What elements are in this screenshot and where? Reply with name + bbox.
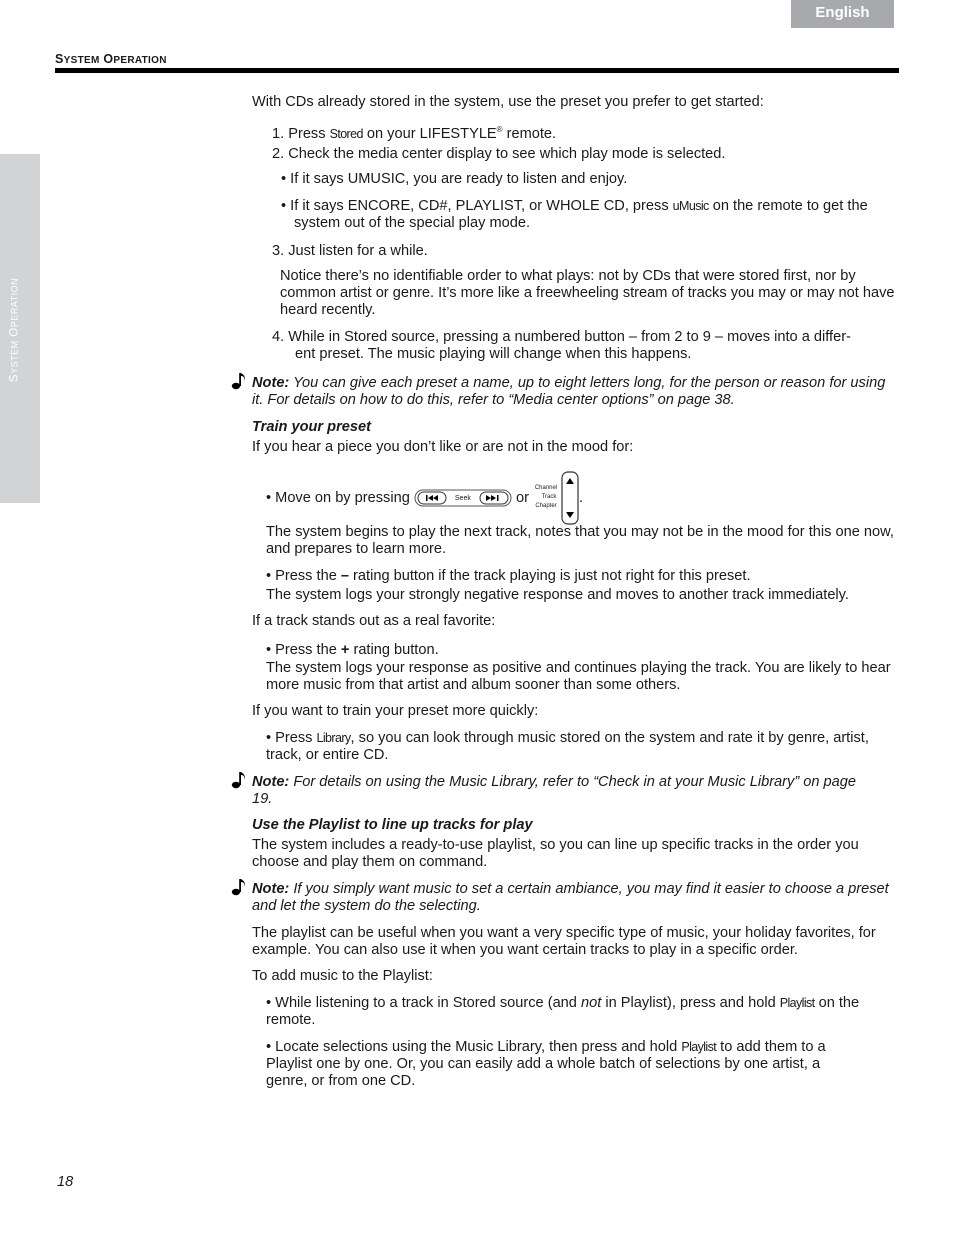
umusic-key: uMusic bbox=[672, 199, 709, 213]
minus-key: – bbox=[340, 568, 349, 584]
favorite-lead: If a track stands out as a real favorite: bbox=[252, 613, 496, 629]
seek-button-icon: Seek bbox=[414, 488, 512, 508]
side-tab-label: SYSTEM OPERATION bbox=[8, 277, 21, 383]
minus-rating-paragraph: The system logs your strongly negative response and moves to another track immediately. bbox=[266, 587, 849, 603]
channel-track-chapter-button-icon: Channel Track Chapter bbox=[533, 471, 579, 525]
playlist-heading: Use the Playlist to line up tracks for play bbox=[252, 817, 533, 833]
stored-key: Stored bbox=[329, 126, 363, 141]
header-rule bbox=[55, 68, 899, 73]
step-3: 3. Just listen for a while. bbox=[272, 243, 428, 259]
music-note-icon bbox=[231, 770, 247, 790]
step-1: 1. Press Stored on your LIFESTYLE® remote. bbox=[272, 125, 557, 142]
playlist-key: Playlist bbox=[779, 996, 815, 1010]
playlist-paragraph-1: The system includes a ready-to-use playlist, so you can line up specific tracks in the order you choose and play them on command. bbox=[252, 837, 859, 870]
note-1: Note: You can give each preset a name, up to eight letters long, for the person or reason for using it. For details on how to do this, refer to “Media center options” on page 38. bbox=[252, 375, 886, 408]
step-2: 2. Check the media center display to see which play mode is selected. bbox=[272, 146, 726, 162]
add-music-lead: To add music to the Playlist: bbox=[252, 968, 433, 984]
library-line: • Press Library, so you can look through music stored on the system and rate it by genre, artist, track, or entire CD. bbox=[266, 730, 869, 763]
playlist-bullet-1: • While listening to a track in Stored source (and not in Playlist), press and hold Playlist on the remote. bbox=[266, 995, 860, 1028]
plus-rating-line: • Press the + rating button. bbox=[266, 642, 439, 658]
language-tab[interactable]: English bbox=[791, 0, 894, 28]
step-2-bullet-1: • If it says UMUSIC, you are ready to listen and enjoy. bbox=[281, 171, 628, 187]
step-4: 4. While in Stored source, pressing a numbered button – from 2 to 9 – moves into a differ- ent preset. The music playing will change when this happens. bbox=[272, 329, 851, 362]
section-title: SYSTEM OPERATION bbox=[55, 52, 167, 66]
move-on-paragraph: The system begins to play the next track, notes that you may not be in the mood for this one now, and prepares to learn more. bbox=[266, 524, 894, 557]
playlist-paragraph-2: The playlist can be useful when you want a very specific type of music, your holiday favorites, for example. You can also use it when you want certain tracks to play in a specific order. bbox=[252, 925, 876, 958]
library-key: Library bbox=[316, 731, 351, 745]
quick-lead: If you want to train your preset more quickly: bbox=[252, 703, 539, 719]
playlist-bullet-2: • Locate selections using the Music Library, then press and hold Playlist to add them to a Playlist one by one. Or, you can easily add a whole batch of selections by one artist, a genre, or from one CD. bbox=[266, 1039, 826, 1089]
move-on-line: • Move on by pressing Seek or Channel Track Chapter . bbox=[266, 471, 583, 525]
minus-rating-line: • Press the – rating button if the track playing is just not right for this preset. bbox=[266, 568, 751, 584]
playlist-key: Playlist bbox=[681, 1040, 717, 1054]
music-note-icon bbox=[231, 371, 247, 391]
train-lead: If you hear a piece you don’t like or are not in the mood for: bbox=[252, 439, 634, 455]
plus-rating-paragraph: The system logs your response as positive and continues playing the track. You are likely to hear more music from that artist and album sooner than some others. bbox=[266, 660, 891, 693]
step-2-bullet-2: • If it says ENCORE, CD#, PLAYLIST, or WHOLE CD, press uMusic on the remote to get the system out of the special play mode. bbox=[281, 198, 868, 231]
intro-text: With CDs already stored in the system, use the preset you prefer to get started: bbox=[252, 94, 764, 110]
plus-key: + bbox=[340, 642, 350, 658]
train-heading: Train your preset bbox=[252, 419, 371, 435]
step-3-paragraph: Notice there’s no identifiable order to what plays: not by CDs that were stored first, nor by common artist or genre. It’s more like a freewheeling stream of tracks you may or may not have heard recently. bbox=[280, 268, 895, 318]
music-note-icon bbox=[231, 877, 247, 897]
page-number: 18 bbox=[57, 1174, 74, 1190]
note-3: Note: If you simply want music to set a certain ambiance, you may find it easier to choose a preset and let the system do the selecting. bbox=[252, 881, 889, 914]
note-2: Note: For details on using the Music Library, refer to “Check in at your Music Library” on page 19. bbox=[252, 774, 856, 807]
